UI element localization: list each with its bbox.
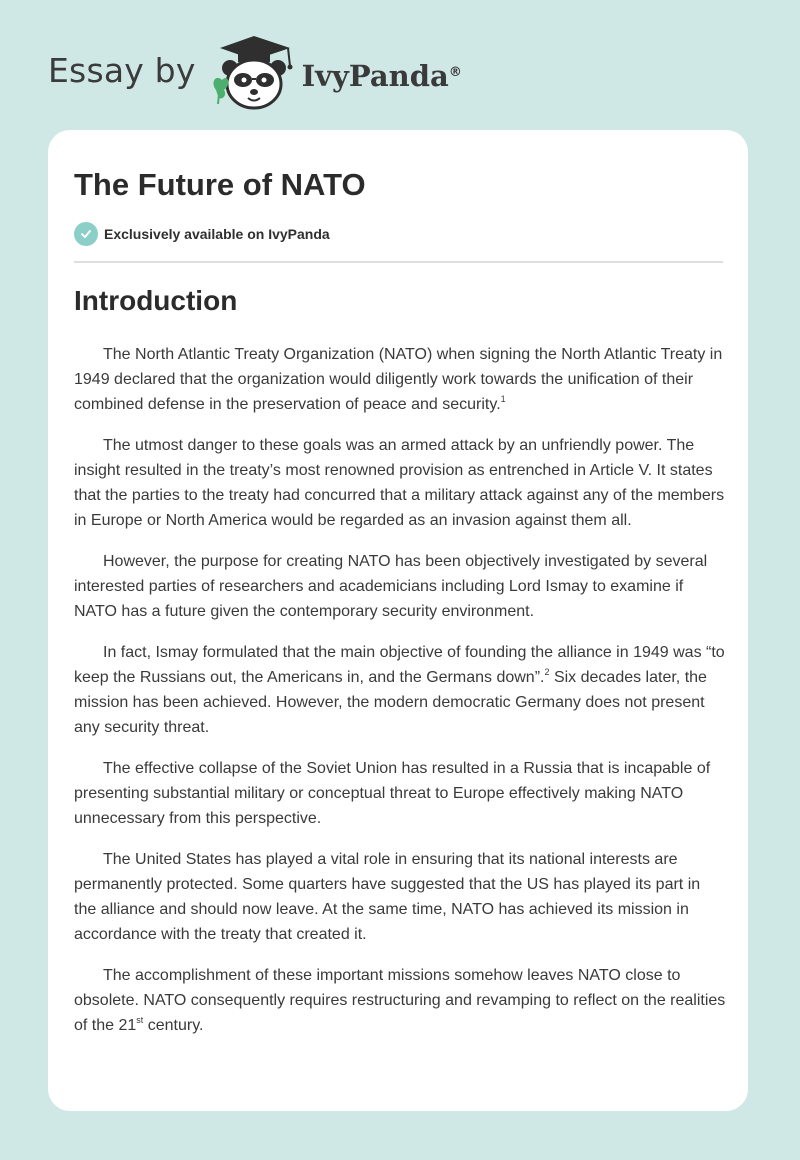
brand-prefix: Essay by bbox=[48, 50, 196, 90]
essay-title: The Future of NATO bbox=[74, 167, 366, 202]
paragraph bbox=[74, 342, 726, 417]
brand-registered-mark: ® bbox=[448, 64, 462, 80]
paragraph bbox=[74, 847, 726, 947]
paragraph bbox=[74, 640, 726, 740]
essay-card bbox=[48, 130, 748, 1111]
paragraph-text: However, the purpose for creating NATO has been objectively investigated by several interested parties of researchers and academicians including Lord Ismay to examine if NATO has a future given the contemporary security environment. bbox=[74, 553, 708, 620]
site-brand[interactable] bbox=[48, 34, 462, 114]
panda-graduate-icon bbox=[208, 34, 300, 114]
paragraph bbox=[74, 433, 726, 533]
check-icon bbox=[74, 222, 98, 246]
footnote-ref[interactable]: 2 bbox=[544, 666, 550, 677]
essay-body bbox=[74, 342, 726, 1054]
paragraph-text: The utmost danger to these goals was an armed attack by an unfriendly power. The insight resulted in the treaty’s most renowned provision as entrenched in Article V. It states that the parties to the treaty had concurred that a military attack against any of the members in Europe or North America would be regarded as an invasion against them all. bbox=[74, 437, 725, 529]
paragraph bbox=[74, 756, 726, 831]
exclusive-badge bbox=[74, 222, 330, 246]
footnote-ref[interactable]: 1 bbox=[500, 393, 506, 404]
paragraph-text: In fact, Ismay formulated that the main objective of founding the alliance in 1949 was “to keep the Russians out, the Americans in, and the Germans down”. bbox=[74, 644, 725, 686]
paragraph-text: The United States has played a vital role in ensuring that its national interests are permanently protected. Some quarters have suggested that the US has played its part in the alliance and should now leave. At the same time, NATO has achieved its mission in accordance with the treaty that created it. bbox=[74, 851, 701, 943]
brand-name: IvyPanda bbox=[301, 59, 449, 93]
exclusive-badge-label: Exclusively available on IvyPanda bbox=[104, 226, 330, 242]
paragraph-text: The effective collapse of the Soviet Union has resulted in a Russia that is incapable of presenting substantial military or conceptual threat to Europe effectively making NATO unnecessary from this perspective. bbox=[74, 760, 711, 827]
title-divider bbox=[74, 261, 723, 263]
ordinal-suffix: st bbox=[136, 1014, 144, 1025]
paragraph-text-after: century. bbox=[143, 1017, 204, 1034]
paragraph bbox=[74, 549, 726, 624]
section-heading-introduction: Introduction bbox=[74, 285, 238, 316]
paragraph-text-after: Six decades later, the mission has been achieved. However, the modern democratic Germany does not present any security threat. bbox=[74, 669, 707, 736]
paragraph-text: The North Atlantic Treaty Organization (NATO) when signing the North Atlantic Treaty in 1949 declared that the organization would diligently work towards the unification of their combined defense in the preservation of peace and security. bbox=[74, 346, 723, 413]
paragraph-text: The accomplishment of these important missions somehow leaves NATO close to obsolete. NATO consequently requires restructuring and revamping to reflect on the realities of the 21 bbox=[74, 967, 726, 1034]
paragraph bbox=[74, 963, 726, 1038]
